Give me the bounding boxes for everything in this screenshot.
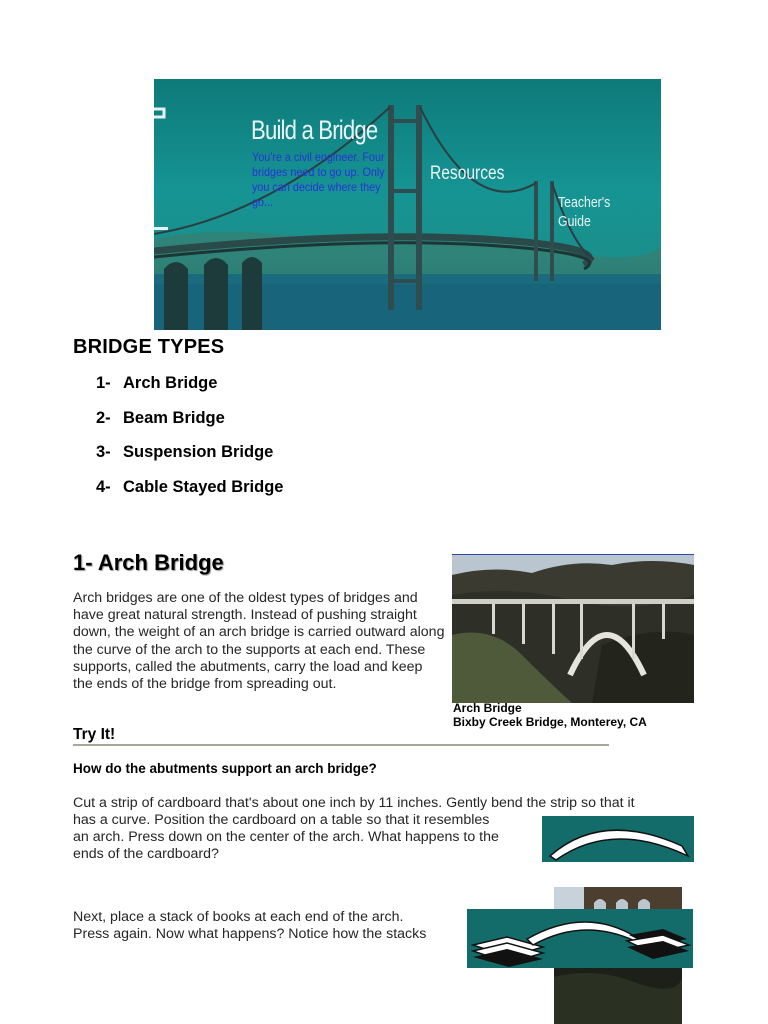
list-number: 3- [96,443,111,461]
list-label: Beam Bridge [123,408,225,427]
bridge-types-heading: BRIDGE TYPES [73,336,225,358]
list-item [96,409,283,444]
photo-caption [453,701,647,729]
arch-bridge-photo [452,554,694,703]
divider [73,744,609,746]
caption-title: Arch Bridge [453,701,522,715]
cardboard-arch-with-books-illustration [467,909,693,968]
teachers-guide-link[interactable]: Teacher's Guide [558,194,611,230]
text-line: an arch. Press down on the center of the arch. What happens to the [73,829,499,845]
cardboard-arch-illustration [542,816,694,862]
list-label: Arch Bridge [123,374,218,392]
try-it-question: How do the abutments support an arch bridge? [73,761,377,776]
list-label: Suspension Bridge [123,443,274,461]
text-line: Cut a strip of cardboard that's about one inch by 11 inches. Gently bend the strip so that it [73,795,635,811]
text-line: Press again. Now what happens? Notice how the stacks [73,926,427,942]
list-item [96,443,283,478]
list-item [96,374,283,409]
list-number: 4- [96,477,111,496]
resources-link[interactable]: Resources [430,163,505,184]
bridge-types-list [96,374,283,512]
text-line: ends of the cardboard? [73,846,219,862]
text-line: Next, place a stack of books at each end of the arch. [73,909,404,925]
list-number: 1- [96,374,111,392]
text-line: has a curve. Position the cardboard on a table so that it resembles [73,812,490,828]
arch-bridge-description: Arch bridges are one of the oldest types of bridges and have great natural strength. Instead of pushing straight down, the weight of an arch bridge is carried outward along the curve of the arch to the supports at each end. These supports, called the abutments, carry the load and keep the ends of the bridge from spreading out. [73,590,445,693]
banner-subtitle: You're a civil engineer. Four bridges need to go up. Only you can decide where they go... [252,150,385,209]
list-item [96,478,283,513]
list-label: Cable Stayed Bridge [123,477,284,496]
instructions-paragraph-2 [73,909,473,943]
caption-location: Bixby Creek Bridge, Monterey, CA [453,715,647,729]
list-number: 2- [96,408,111,427]
try-it-heading: Try It! [73,726,116,743]
banner-title: Build a Bridge [251,115,378,145]
build-a-bridge-banner [154,79,661,330]
arch-bridge-heading: 1- Arch Bridge [73,550,224,575]
